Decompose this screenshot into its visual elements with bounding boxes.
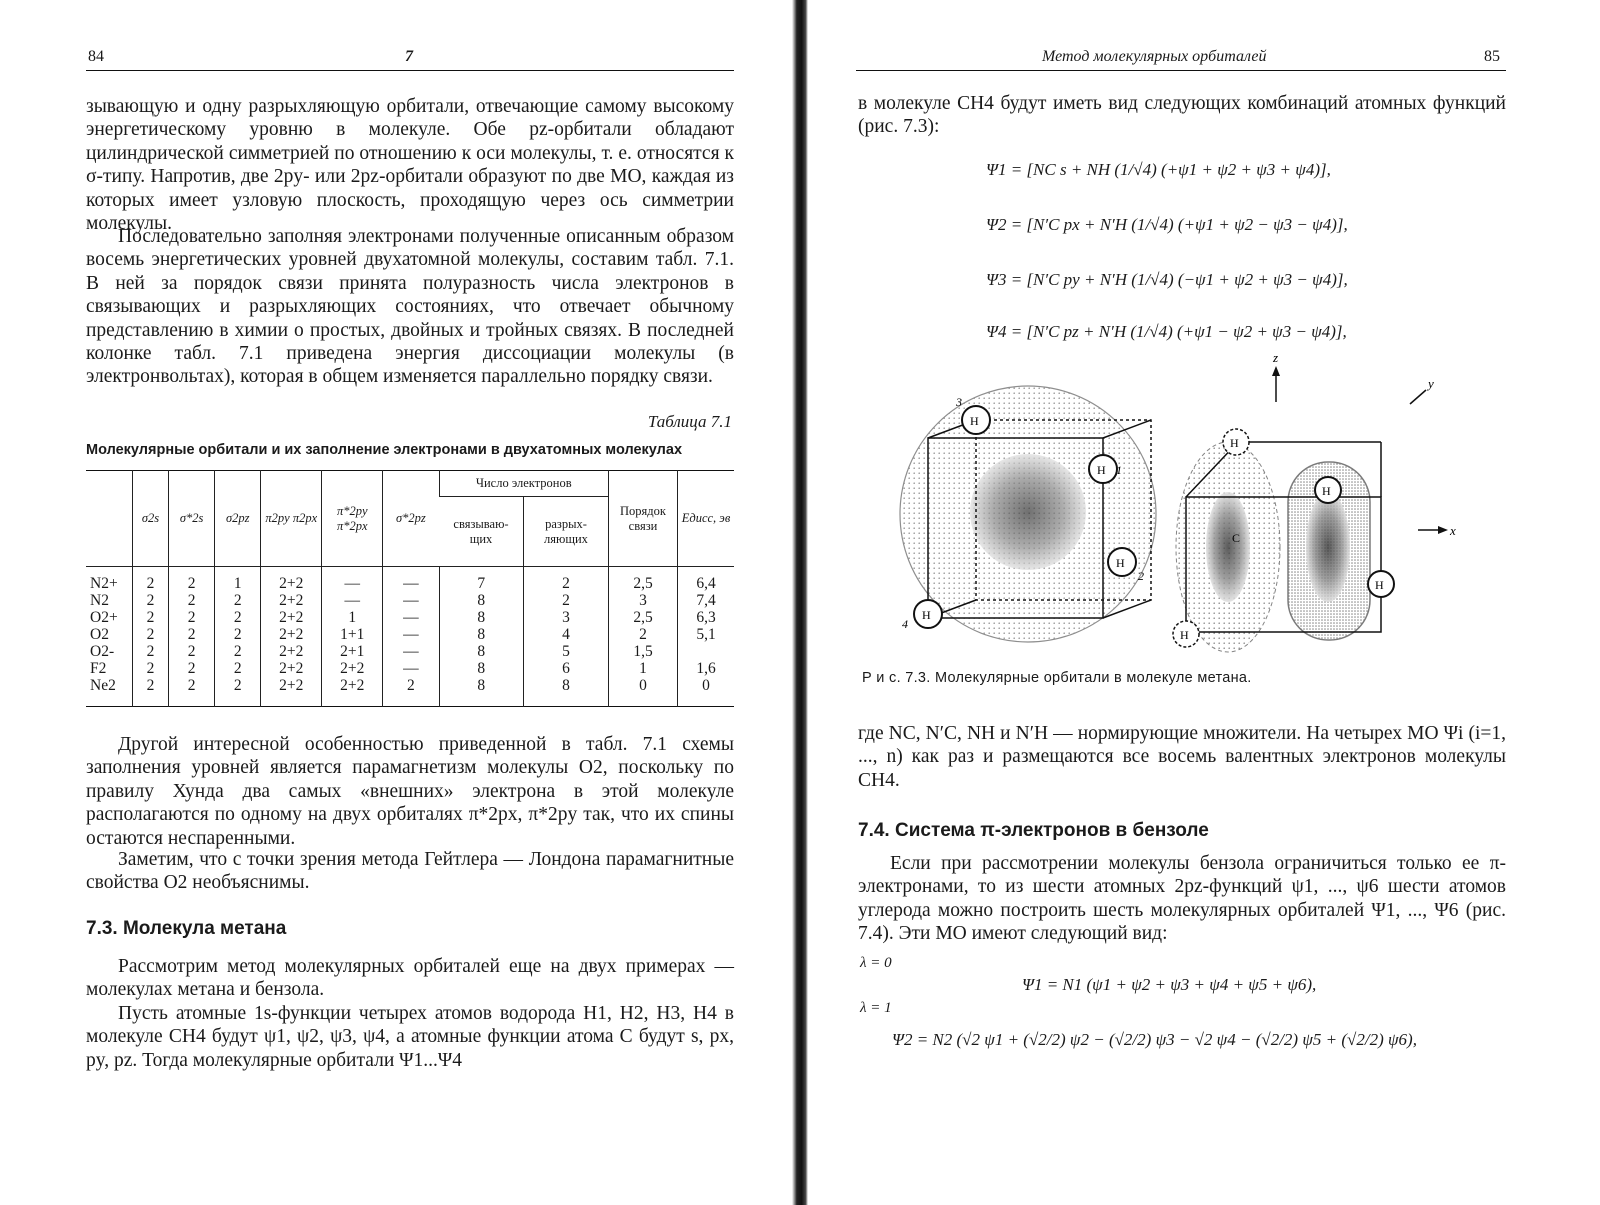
svg-text:H: H: [1375, 578, 1384, 592]
table-label: Таблица 7.1: [647, 412, 732, 431]
table-header: σ*2pz: [383, 471, 439, 567]
page-number-left: 84: [88, 48, 104, 65]
table-cell: 7: [439, 567, 524, 593]
table-cell: 2: [133, 592, 169, 609]
table-cell: 2: [169, 592, 215, 609]
table-cell: 6: [524, 660, 609, 677]
table-header: связываю- щих: [439, 497, 524, 567]
table-header: Eдисс, эв: [678, 471, 735, 567]
y-axis-arrow: [1410, 390, 1426, 404]
svg-text:4: 4: [902, 617, 908, 631]
table-header: σ*2s: [169, 471, 215, 567]
s-orbital-core: [970, 454, 1086, 570]
table-header: разрых- ляющих: [524, 497, 609, 567]
table-cell: 2+2: [261, 660, 322, 677]
table-cell: 2: [133, 609, 169, 626]
table-molecule-cell: Ne2: [90, 677, 116, 694]
table-cell: 2,5: [609, 609, 678, 626]
figure-caption: Р и с. 7.3. Молекулярные орбитали в молекуле метана.: [862, 670, 1252, 686]
svg-text:H: H: [1322, 484, 1331, 498]
table-cell: 2: [133, 567, 169, 593]
table-cell: 1,6: [678, 660, 735, 677]
table-cell: —: [383, 609, 439, 626]
table-cell: 8: [524, 677, 609, 707]
table-cell: 2+2: [261, 592, 322, 609]
table-cell: 4: [524, 626, 609, 643]
equation-psi2: Ψ2 = [N′C px + N′H (1/√4) (+ψ1 + ψ2 − ψ3 − ψ4)],: [986, 215, 1348, 234]
table-cell: —: [383, 643, 439, 660]
svg-text:H: H: [1116, 556, 1125, 570]
table-cell: —: [383, 660, 439, 677]
table-cell: 2: [215, 677, 261, 707]
table-cell: 2: [133, 626, 169, 643]
axis-y-label: y: [1428, 376, 1434, 391]
paragraph: зывающую и одну разрыхляющую орбитали, отвечающие самому высокому энергетическому уровню в молекуле. Обе pz-орбитали обладают цилиндрической симметрией по отношению к оси молекулы, т. е. относятся к σ-типу. Напротив, две 2py- или 2pz-орбитали образуют по две МО, каждая из которых имеет узловую плоскость, проходящую через ось симметрии молекулы.: [86, 96, 734, 235]
equation-psi1: Ψ1 = [NC s + NH (1/√4) (+ψ1 + ψ2 + ψ3 + ψ4)],: [986, 160, 1331, 179]
table-cell: 2: [383, 677, 439, 707]
table-cell: 2+2: [261, 643, 322, 660]
table-cell: 2: [169, 609, 215, 626]
table-cell: 8: [439, 592, 524, 609]
table-header: π2py π2px: [261, 471, 322, 567]
equation-psi4: Ψ4 = [N′C pz + N′H (1/√4) (+ψ1 − ψ2 + ψ3 − ψ4)],: [986, 322, 1347, 341]
table-header: σ2s: [133, 471, 169, 567]
svg-text:H: H: [1180, 628, 1189, 642]
svg-text:H: H: [922, 608, 931, 622]
table-cell: 2+2: [261, 609, 322, 626]
table-cell: 2: [133, 643, 169, 660]
table-cell: 2+1: [322, 643, 383, 660]
section-heading-7-3: 7.3. Молекула метана: [86, 918, 287, 939]
table-cell: 2: [215, 643, 261, 660]
table-molecule-cell: O2: [90, 626, 109, 643]
table-cell: 8: [439, 677, 524, 707]
table-cell: 2: [609, 626, 678, 643]
paragraph: Заметим, что с точки зрения метода Гейтлера — Лондона парамагнитные свойства O2 необъяснимы.: [86, 849, 734, 894]
paragraph: Пусть атомные 1s-функции четырех атомов водорода H1, H2, H3, H4 в молекуле CH4 будут ψ1, ψ2, ψ3, ψ4, а атомные функции атома C будут s, px, py, pz. Тогда молекулярные орбитали Ψ1...Ψ4: [86, 1003, 734, 1071]
table-cell: 2+2: [261, 567, 322, 593]
table-molecule-cell: O2+: [90, 609, 118, 626]
table-cell: 2: [215, 609, 261, 626]
equation-benzene-psi2: Ψ2 = N2 (√2 ψ1 + (√2/2) ψ2 − (√2/2) ψ3 − √2 ψ4 − (√2/2) ψ5 + (√2/2) ψ6),: [892, 1030, 1417, 1049]
table-cell: —: [383, 626, 439, 643]
table-cell: 2: [215, 592, 261, 609]
paragraph: Последовательно заполняя электронами полученные описанным образом восемь энергетических уровней двухатомной молекулы, составим табл. 7.1. В ней за порядок связи принята полуразность числа электронов в связывающих и разрыхляющих состояниях, что отвечает обычному представлению в химии о простых, двойных и тройных связях. В последней колонке табл. 7.1 приведена энергия диссоциации молекулы (в электронвольтах), которая в общем изменяется параллельно порядку связи.: [86, 226, 734, 388]
table-cell: —: [322, 592, 383, 609]
paragraph: где NC, N′C, NH и N′H — нормирующие множители. На четырех МО Ψi (i=1, ..., n) как раз и размещаются все восемь валентных электронов молекулы CH4.: [858, 723, 1506, 791]
methane-orbital-figure: [898, 352, 1498, 662]
table-cell: 3: [524, 609, 609, 626]
running-head-left: 7: [405, 48, 413, 65]
table-cell: —: [383, 567, 439, 593]
table-cell: —: [322, 567, 383, 593]
paragraph: Рассмотрим метод молекулярных орбиталей еще на двух примерах — молекулах метана и бензола.: [86, 956, 734, 1001]
section-heading-7-4: 7.4. Система π-электронов в бензоле: [858, 820, 1209, 841]
table-cell: 2: [524, 592, 609, 609]
paragraph: в молекуле CH4 будут иметь вид следующих комбинаций атомных функций (рис. 7.3):: [858, 93, 1506, 138]
running-head-right: Метод молекулярных орбиталей: [1042, 48, 1267, 65]
table-cell: —: [383, 592, 439, 609]
table-cell: 2: [169, 643, 215, 660]
table-header: σ2pz: [215, 471, 261, 567]
table-cell: 1: [322, 609, 383, 626]
table-cell: 2: [169, 660, 215, 677]
table-cell: 2: [169, 567, 215, 593]
header-rule: [856, 70, 1506, 71]
carbon-label: C: [1232, 531, 1241, 545]
table-cell: 3: [609, 592, 678, 609]
table-header-group: Число электронов: [439, 471, 609, 497]
table-cell: 2,5: [609, 567, 678, 593]
table-cell: 2+2: [322, 677, 383, 707]
lambda-0: λ = 0: [860, 955, 892, 971]
table-cell: 8: [439, 626, 524, 643]
table-cell: 5: [524, 643, 609, 660]
table-cell: 8: [439, 609, 524, 626]
axis-x-label: x: [1450, 523, 1456, 538]
table-cell: 2+2: [261, 677, 322, 707]
table-cell: 1,5: [609, 643, 678, 660]
svg-text:H: H: [1230, 436, 1239, 450]
table-cell: 2+2: [322, 660, 383, 677]
table-cell: 2: [215, 626, 261, 643]
table-cell: 6,4: [678, 567, 735, 593]
svg-text:H: H: [970, 414, 979, 428]
table-cell: 2+2: [261, 626, 322, 643]
table-cell: 5,1: [678, 626, 735, 643]
table-molecule-cell: O2-: [90, 643, 115, 660]
svg-text:2: 2: [1138, 569, 1144, 583]
table-cell: 8: [439, 643, 524, 660]
table-cell: 2: [524, 567, 609, 593]
svg-text:1: 1: [1116, 463, 1122, 477]
table-header: π*2py π*2px: [322, 471, 383, 567]
equation-psi3: Ψ3 = [N′C py + N′H (1/√4) (−ψ1 + ψ2 + ψ3 − ψ4)],: [986, 270, 1348, 289]
paragraph: Если при рассмотрении молекулы бензола ограничиться только ее π-электронами, то из шести атомных 2pz-функций ψ1, ..., ψ6 шести атомов углерода можно построить шесть молекулярных орбиталей Ψ1, ..., Ψ6 (рис. 7.4). Эти МО имеют следующий вид:: [858, 853, 1506, 945]
paragraph: Другой интересной особенностью приведенной в табл. 7.1 схемы заполнения уровней является парамагнетизм молекулы O2, поскольку по правилу Хунда два самых «внешних» электрона в этой молекуле располагаются по одному на двух орбиталях π*2px, π*2py так, что их спины остаются неспаренными.: [86, 734, 734, 849]
svg-text:3: 3: [956, 395, 962, 409]
table-cell: 2: [215, 660, 261, 677]
table-cell: 2: [133, 677, 169, 707]
table-cell: 8: [439, 660, 524, 677]
table-cell: 6,3: [678, 609, 735, 626]
table-cell: 2: [133, 660, 169, 677]
svg-text:H: H: [1097, 463, 1106, 477]
table-molecule-cell: N2: [90, 592, 109, 609]
table-cell: 2: [169, 626, 215, 643]
table-caption: Молекулярные орбитали и их заполнение электронами в двухатомных молекулах: [86, 442, 683, 458]
page-number-right: 85: [1484, 48, 1500, 65]
table-cell: 1: [609, 660, 678, 677]
table-cell: 2: [169, 677, 215, 707]
table-molecule-cell: F2: [90, 660, 107, 677]
table-header: Порядок связи: [609, 471, 678, 567]
table-cell: 1+1: [322, 626, 383, 643]
table-cell: 0: [678, 677, 735, 707]
axis-z-label: z: [1273, 352, 1279, 365]
lambda-1: λ = 1: [860, 1000, 892, 1016]
table-molecule-cell: N2+: [90, 575, 118, 592]
equation-benzene-psi1: Ψ1 = N1 (ψ1 + ψ2 + ψ3 + ψ4 + ψ5 + ψ6),: [1022, 975, 1317, 994]
table-cell: 0: [609, 677, 678, 707]
table-cell: 1: [215, 567, 261, 593]
table-cell: 7,4: [678, 592, 735, 609]
